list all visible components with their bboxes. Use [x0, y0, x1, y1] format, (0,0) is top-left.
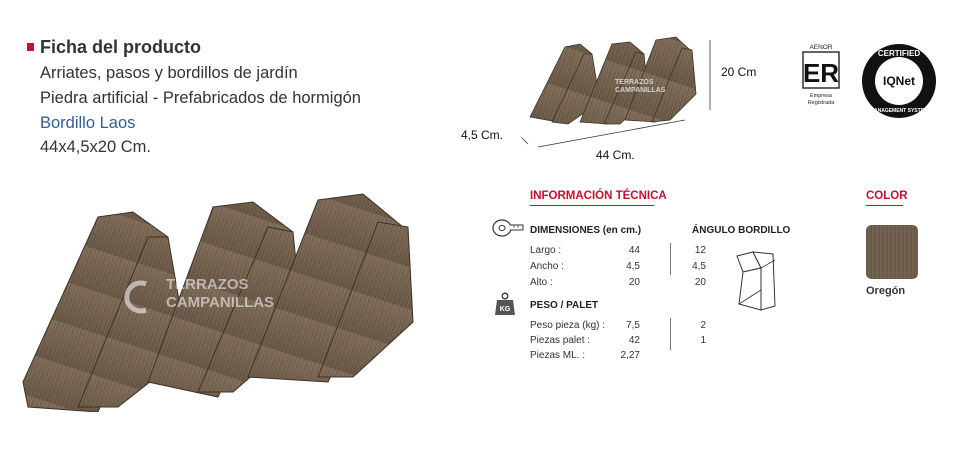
height-label: 20 Cm — [721, 65, 757, 79]
tech-info-title: INFORMACIÓN TÉCNICA — [530, 190, 667, 202]
dim-row-label: Alto : — [530, 277, 553, 288]
svg-text:MANAGEMENT SYSTEM: MANAGEMENT SYSTEM — [869, 108, 929, 114]
weight-row-angle-value: 2 — [700, 320, 706, 331]
svg-text:IQNet: IQNet — [882, 74, 916, 88]
depth-label: 4,5 Cm. — [461, 128, 504, 142]
tech-info-underline — [530, 205, 654, 206]
product-dimension-photo — [520, 32, 720, 152]
svg-text:KG: KG — [499, 306, 511, 313]
weight-row-value: 7,5 — [626, 320, 640, 331]
weight-row-value: 2,27 — [620, 350, 640, 361]
svg-text:CAMPANILLAS: CAMPANILLAS — [615, 87, 666, 94]
material-line: Piedra artificial - Prefabricados de hormigón — [40, 89, 361, 107]
dim-row-value: 20 — [628, 277, 640, 288]
dim-row-label: Largo : — [530, 245, 562, 256]
title-bullet — [27, 43, 34, 51]
dim-row-label: Ancho : — [530, 261, 564, 272]
color-title: COLOR — [866, 190, 908, 202]
dim-row-angle-value: 12 — [694, 245, 706, 256]
weight-row-label: Piezas palet : — [530, 335, 591, 346]
angle-heading: ÁNGULO BORDILLO — [692, 225, 791, 236]
dim-row-angle-value: 4,5 — [692, 261, 706, 272]
product-name: Bordillo Laos — [40, 114, 136, 132]
svg-text:TERRAZOS: TERRAZOS — [615, 79, 654, 86]
aenor-logo — [800, 42, 842, 108]
column-divider — [670, 243, 671, 275]
dim-row-angle-value: 20 — [694, 277, 706, 288]
watermark-line2: CAMPANILLAS — [166, 294, 275, 311]
dimensions-heading: DIMENSIONES (en cm.) — [530, 225, 642, 236]
weight-row-label: Piezas ML. : — [530, 350, 586, 361]
weight-icon — [494, 292, 516, 316]
length-label: 44 Cm. — [596, 148, 635, 162]
weight-row-label: Peso pieza (kg) : — [530, 320, 606, 331]
color-swatch — [866, 225, 918, 279]
angle-piece-image — [733, 250, 779, 312]
watermark-line1: TERRAZOS — [166, 276, 249, 293]
iqnet-logo — [858, 42, 940, 120]
svg-text:ER: ER — [802, 58, 840, 88]
product-photo — [18, 182, 418, 412]
svg-text:Registrada: Registrada — [807, 100, 835, 106]
product-size: 44x4,5x20 Cm. — [40, 138, 151, 156]
dim-row-value: 4,5 — [626, 261, 640, 272]
page-title: Ficha del producto — [40, 37, 202, 57]
dim-row-value: 44 — [628, 245, 640, 256]
weight-row-value: 42 — [628, 335, 640, 346]
color-name: Oregón — [866, 285, 906, 297]
column-divider — [670, 318, 671, 350]
measuring-tape-icon — [490, 218, 524, 238]
svg-text:Empresa: Empresa — [809, 93, 833, 99]
depth-dimension-line — [522, 138, 528, 144]
weight-row-angle-value: 1 — [700, 335, 706, 346]
svg-text:AENOR: AENOR — [809, 44, 833, 51]
category-line: Arriates, pasos y bordillos de jardín — [40, 64, 298, 82]
color-underline — [866, 205, 903, 206]
svg-text:CERTIFIED: CERTIFIED — [877, 49, 921, 58]
weight-heading: PESO / PALET — [530, 300, 599, 311]
